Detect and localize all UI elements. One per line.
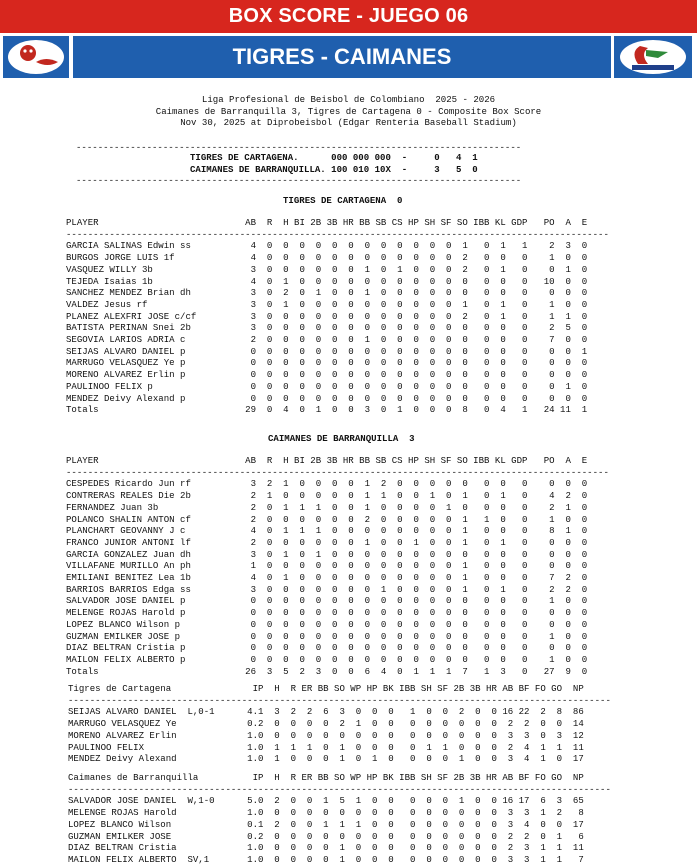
table-sep: ----------------------------------------------------------------------------------------------------	[68, 783, 611, 795]
table-row: DIAZ BELTRAN Cristia 1.0 0 0 0 0 1 0 0 0 0 0 0 0 0 0 2 3 1 1 11	[68, 842, 584, 854]
table-row: VASQUEZ WILLY 3b 3 0 0 0 0 0 0 1 0 1 0 0 0 2 0 1 0 0 1 0	[66, 263, 588, 275]
table-row: PLANCHART GEOVANNY J c 4 0 1 1 1 0 0 0 0 0 0 0 0 1 0 0 0 8 1 0	[66, 525, 588, 537]
table-row: FRANCO JUNIOR ANTONI lf 2 0 0 0 0 0 0 1 0 0 1 0 0 1 0 1 0 0 0 0	[66, 536, 588, 548]
title-banner	[0, 0, 697, 33]
table-row: BURGOS JORGE LUIS 1f 4 0 0 0 0 0 0 0 0 0 0 0 0 2 0 0 0 1 0 0	[66, 252, 588, 264]
table-row: CESPEDES Ricardo Jun rf 3 2 1 0 0 0 0 1 2 0 0 0 0 0 0 0 0 0 0 0	[66, 478, 588, 490]
table-row: SEIJAS ALVARO DANIEL p 0 0 0 0 0 0 0 0 0 0 0 0 0 0 0 0 0 0 0 1	[66, 345, 588, 357]
table-row: MENDEZ Deivy Alexand 1.0 1 0 0 0 1 0 1 0 0 0 0 1 0 0 3 4 1 0 17	[68, 753, 584, 765]
linescore-row-tigres: TIGRES DE CARTAGENA. 000 000 000 - 0 4 1	[190, 152, 478, 163]
table-row: GUZMAN EMILKER JOSE p 0 0 0 0 0 0 0 0 0 0 0 0 0 0 0 0 0 1 0 0	[66, 630, 588, 642]
linescore-sep-bottom: ----------------------------------------------------------------------------------	[76, 175, 522, 186]
totals-row: Totals 26 3 5 2 3 0 0 6 4 0 1 1 1 7 1 3 0 27 9 0	[66, 665, 588, 677]
table-row: PLANEZ ALEXFRI JOSE c/cf 3 0 0 0 0 0 0 0 0 0 0 0 0 2 0 1 0 1 1 0	[66, 310, 588, 322]
table-row: MARRUGO VELASQUEZ Ye p 0 0 0 0 0 0 0 0 0 0 0 0 0 0 0 0 0 0 0 0	[66, 357, 588, 369]
linescore-sep-top: ----------------------------------------------------------------------------------	[76, 142, 522, 153]
table-row: PAULINOO FELIX 1.0 1 1 1 0 1 0 0 0 0 1 1 0 0 0 2 4 1 1 11	[68, 741, 584, 753]
table-row: LOPEZ BLANCO Wilson 0.1 2 0 0 1 1 1 0 0 0 0 0 0 0 0 3 4 0 0 17	[68, 818, 584, 830]
matchup-title: TIGRES - CAIMANES	[232, 44, 452, 69]
tigres-logo	[3, 36, 69, 78]
game-header	[0, 94, 697, 129]
table-row: MARRUGO VELASQUEZ Ye 0.2 0 0 0 0 2 1 0 0 0 0 0 0 0 0 2 2 0 0 14	[68, 718, 584, 730]
table-row: BARRIOS BARRIOS Edga ss 3 0 0 0 0 0 0 0 1 0 0 0 0 1 0 1 0 2 2 0	[66, 583, 588, 595]
team-title-tigres: TIGRES DE CARTAGENA 0	[283, 195, 403, 206]
league-line: Liga Profesional de Beisbol de Colombiano 2025 - 2026	[201, 94, 496, 105]
table-sep: ----------------------------------------------------------------------------------------------------	[66, 466, 609, 478]
batting-table-caimanes	[66, 455, 609, 677]
table-row: MORENO ALVAREZ Erlin 1.0 0 0 0 0 0 0 0 0 0 0 0 0 0 0 3 3 0 3 12	[68, 729, 584, 741]
matchup-bar	[73, 36, 611, 78]
team-title-caimanes: CAIMANES DE BARRANQUILLA 3	[268, 433, 415, 444]
table-row: BATISTA PERINAN Snei 2b 3 0 0 0 0 0 0 0 0 0 0 0 0 0 0 0 0 2 5 0	[66, 322, 588, 334]
table-row: GARCIA GONZALEZ Juan dh 3 0 1 0 1 0 0 0 0 0 0 0 0 0 0 0 0 0 0 0	[66, 548, 588, 560]
table-row: MELENGE ROJAS Harold p 0 0 0 0 0 0 0 0 0 0 0 0 0 0 0 0 0 0 0 0	[66, 607, 588, 619]
table-sep: ----------------------------------------------------------------------------------------------------	[68, 694, 611, 706]
table-row: SANCHEZ MENDEZ Brian dh 3 0 2 0 1 0 0 1 0 0 0 0 0 0 0 0 0 0 0 0	[66, 287, 588, 299]
table-row: LOPEZ BLANCO Wilson p 0 0 0 0 0 0 0 0 0 0 0 0 0 0 0 0 0 0 0 0	[66, 618, 588, 630]
table-header: PLAYER AB R H BI 2B 3B HR BB SB CS HP SH SF SO IBB KL GDP PO A E	[66, 455, 588, 466]
table-row: POLANCO SHALIN ANTON cf 2 0 0 0 0 0 0 2 0 0 0 0 0 1 1 0 0 1 0 0	[66, 513, 588, 525]
venue-line: Nov 30, 2025 at Diprobeisbol (Edgar Renteria Baseball Stadium)	[180, 117, 517, 129]
caiman-icon	[618, 38, 688, 76]
table-row: EMILIANI BENITEZ Lea 1b 4 0 1 0 0 0 0 0 0 0 0 0 0 1 0 0 0 7 2 0	[66, 572, 588, 584]
totals-row: Totals 29 0 4 0 1 0 0 3 0 1 0 0 0 8 0 4 1 24 11 1	[66, 404, 588, 416]
batting-table-tigres	[66, 217, 609, 416]
table-sep: ----------------------------------------------------------------------------------------------------	[66, 228, 609, 240]
table-row: MELENGE ROJAS Harold 1.0 0 0 0 0 0 0 0 0 0 0 0 0 0 0 3 3 1 2 8	[68, 807, 584, 819]
table-row: VILLAFANE MURILLO An ph 1 0 0 0 0 0 0 0 0 0 0 0 0 1 0 0 0 0 0 0	[66, 560, 588, 572]
table-row: PAULINOO FELIX p 0 0 0 0 0 0 0 0 0 0 0 0 0 0 0 0 0 0 1 0	[66, 380, 588, 392]
pitching-table-caimanes	[68, 772, 611, 866]
table-header: Caimanes de Barranquilla IP H R ER BB SO WP HP BK IBB SH SF 2B 3B HR AB BF FO GO NP	[68, 772, 584, 783]
tiger-icon	[6, 38, 66, 76]
table-row: DIAZ BELTRAN Cristia p 0 0 0 0 0 0 0 0 0 0 0 0 0 0 0 0 0 0 0 0	[66, 642, 588, 654]
table-row: TEJEDA Isaias 1b 4 0 1 0 0 0 0 0 0 0 0 0 0 0 0 0 0 10 0 0	[66, 275, 588, 287]
table-row: MORENO ALVAREZ Erlin p 0 0 0 0 0 0 0 0 0 0 0 0 0 0 0 0 0 0 0 0	[66, 369, 588, 381]
table-row: SEIJAS ALVARO DANIEL L,0-1 4.1 3 2 2 6 3 0 0 0 1 0 0 2 0 0 16 22 2 8 86	[68, 706, 584, 718]
table-row: VALDEZ Jesus rf 3 0 1 0 0 0 0 0 0 0 0 0 0 1 0 1 0 1 0 0	[66, 298, 588, 310]
table-header: Tigres de Cartagena IP H R ER BB SO WP HP BK IBB SH SF 2B 3B HR AB BF FO GO NP	[68, 683, 584, 694]
table-row: FERNANDEZ Juan 3b 2 0 1 1 1 0 0 1 0 0 0 0 1 0 0 0 0 2 1 0	[66, 501, 588, 513]
table-row: CONTRERAS REALES Die 2b 2 1 0 0 0 0 0 1 1 0 0 1 0 1 0 1 0 4 2 0	[66, 490, 588, 502]
table-row: GARCIA SALINAS Edwin ss 4 0 0 0 0 0 0 0 0 0 0 0 0 1 0 1 1 2 3 0	[66, 240, 588, 252]
table-row: SEGOVIA LARIOS ADRIA c 2 0 0 0 0 0 0 1 0 0 0 0 0 0 0 0 0 7 0 0	[66, 334, 588, 346]
table-row: MENDEZ Deivy Alexand p 0 0 0 0 0 0 0 0 0 0 0 0 0 0 0 0 0 0 0 0	[66, 392, 588, 404]
table-row: GUZMAN EMILKER JOSE 0.2 0 0 0 0 0 0 0 0 0 0 0 0 0 0 2 2 0 1 6	[68, 830, 584, 842]
table-row: SALVADOR JOSE DANIEL W,1-0 5.0 2 0 0 1 5 1 0 0 0 0 0 1 0 0 16 17 6 3 65	[68, 795, 584, 807]
page-title: BOX SCORE - JUEGO 06	[228, 5, 469, 27]
linescore-row-caimanes: CAIMANES DE BARRANQUILLA. 100 010 10X - 3 5 0	[190, 163, 478, 175]
table-row: MAILON FELIX ALBERTO p 0 0 0 0 0 0 0 0 0 0 0 0 0 0 0 0 0 1 0 0	[66, 653, 588, 665]
result-line: Caimanes de Barranquilla 3, Tigres de Cartagena 0 - Composite Box Score	[155, 105, 542, 117]
linescore	[190, 152, 478, 175]
table-header: PLAYER AB R H BI 2B 3B HR BB SB CS HP SH SF SO IBB KL GDP PO A E	[66, 217, 588, 228]
caimanes-logo	[614, 36, 692, 78]
pitching-table-tigres	[68, 683, 611, 765]
table-row: MAILON FELIX ALBERTO SV,1 1.0 0 0 0 0 1 0 0 0 0 0 0 0 0 0 3 3 1 1 7	[68, 853, 584, 865]
table-row: SALVADOR JOSE DANIEL p 0 0 0 0 0 0 0 0 0 0 0 0 0 0 0 0 0 1 0 0	[66, 595, 588, 607]
